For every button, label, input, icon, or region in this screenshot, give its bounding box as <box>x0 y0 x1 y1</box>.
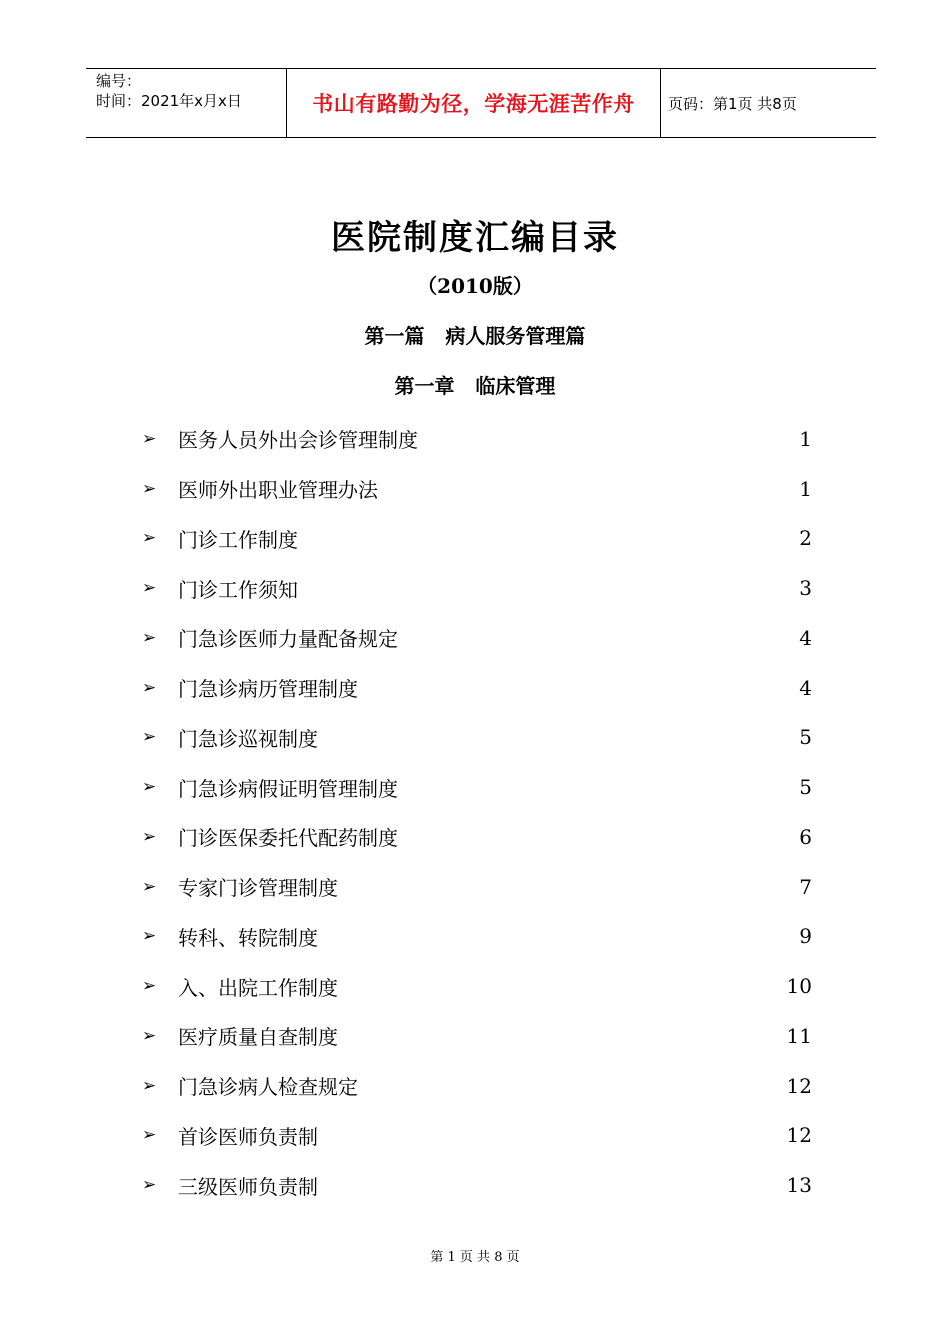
arrow-bullet-icon: ➢ <box>142 777 157 798</box>
toc-entry[interactable] <box>142 514 812 564</box>
toc-entry-page: 5 <box>799 725 812 750</box>
arrow-bullet-icon: ➢ <box>142 478 157 499</box>
toc-entry-page: 2 <box>799 526 812 551</box>
table-of-contents <box>142 414 812 1210</box>
toc-entry-label: 医疗质量自查制度 <box>178 1025 338 1050</box>
toc-entry[interactable] <box>142 762 812 812</box>
toc-entry-label: 首诊医师负责制 <box>178 1124 318 1149</box>
dot-leader <box>320 727 797 747</box>
document-number-label: 编号： <box>96 72 142 90</box>
arrow-bullet-icon: ➢ <box>142 826 157 847</box>
dot-leader <box>360 1076 785 1096</box>
toc-entry[interactable] <box>142 563 812 613</box>
toc-entry-label: 门急诊医师力量配备规定 <box>178 627 398 652</box>
dot-leader <box>400 827 797 847</box>
toc-entry-label: 门急诊病人检查规定 <box>178 1075 358 1100</box>
toc-entry[interactable] <box>142 663 812 713</box>
toc-entry[interactable] <box>142 812 812 862</box>
page-footer: 第 1 页 共 8 页 <box>430 1250 520 1265</box>
document-edition: （2010版） <box>417 274 533 298</box>
dot-leader <box>300 578 797 598</box>
dot-leader <box>380 479 797 499</box>
dot-leader <box>340 976 785 996</box>
toc-entry-page: 5 <box>799 775 812 800</box>
toc-entry-page: 1 <box>799 426 812 451</box>
toc-entry-page: 11 <box>786 1023 812 1048</box>
arrow-bullet-icon: ➢ <box>142 428 157 449</box>
dot-leader <box>360 678 797 698</box>
toc-entry[interactable] <box>142 1111 812 1161</box>
header-page-info: 页码：第1页 共8页 <box>668 94 797 113</box>
toc-entry[interactable] <box>142 414 812 464</box>
toc-entry-page: 3 <box>799 576 812 601</box>
arrow-bullet-icon: ➢ <box>142 578 157 599</box>
arrow-bullet-icon: ➢ <box>142 1075 157 1096</box>
header-motto: 书山有路勤为径，学海无涯苦作舟 <box>312 92 635 116</box>
toc-entry-label: 门诊工作须知 <box>178 577 298 602</box>
arrow-bullet-icon: ➢ <box>142 627 157 648</box>
toc-entry[interactable] <box>142 862 812 912</box>
arrow-bullet-icon: ➢ <box>142 1175 157 1196</box>
arrow-bullet-icon: ➢ <box>142 1025 157 1046</box>
toc-entry-page: 13 <box>786 1173 812 1198</box>
arrow-bullet-icon: ➢ <box>142 1125 157 1146</box>
dot-leader <box>420 429 797 449</box>
toc-entry-label: 转科、转院制度 <box>178 925 318 950</box>
toc-entry[interactable] <box>142 961 812 1011</box>
dot-leader <box>300 528 797 548</box>
toc-entry[interactable] <box>142 613 812 663</box>
toc-entry-label: 三级医师负责制 <box>178 1174 318 1199</box>
arrow-bullet-icon: ➢ <box>142 876 157 897</box>
header-divider <box>660 69 661 137</box>
toc-entry-label: 门急诊病历管理制度 <box>178 677 358 702</box>
toc-entry-page: 4 <box>799 675 812 700</box>
toc-entry-label: 门急诊病假证明管理制度 <box>178 776 398 801</box>
toc-entry[interactable] <box>142 1160 812 1210</box>
part-heading: 第一篇 病人服务管理篇 <box>364 324 586 348</box>
toc-entry[interactable] <box>142 464 812 514</box>
toc-entry[interactable] <box>142 713 812 763</box>
toc-entry[interactable] <box>142 1011 812 1061</box>
dot-leader <box>320 1125 785 1145</box>
dot-leader <box>400 628 797 648</box>
toc-entry-page: 4 <box>799 625 812 650</box>
toc-entry-label: 门急诊巡视制度 <box>178 726 318 751</box>
dot-leader <box>340 1026 785 1046</box>
arrow-bullet-icon: ➢ <box>142 926 157 947</box>
toc-entry-label: 门诊医保委托代配药制度 <box>178 826 398 851</box>
toc-entry-page: 12 <box>786 1073 812 1098</box>
toc-entry[interactable] <box>142 912 812 962</box>
arrow-bullet-icon: ➢ <box>142 727 157 748</box>
header-meta <box>96 71 286 111</box>
arrow-bullet-icon: ➢ <box>142 528 157 549</box>
toc-entry-page: 12 <box>786 1123 812 1148</box>
toc-entry[interactable] <box>142 1061 812 1111</box>
toc-entry-page: 6 <box>799 824 812 849</box>
dot-leader <box>320 1175 785 1195</box>
document-time-label: 时间：2021年x月x日 <box>96 92 242 110</box>
toc-entry-label: 医务人员外出会诊管理制度 <box>178 428 418 453</box>
dot-leader <box>400 777 797 797</box>
toc-entry-page: 9 <box>799 924 812 949</box>
toc-entry-page: 1 <box>799 476 812 501</box>
toc-entry-page: 7 <box>799 874 812 899</box>
toc-entry-label: 医师外出职业管理办法 <box>178 478 378 503</box>
arrow-bullet-icon: ➢ <box>142 677 157 698</box>
page-header <box>86 68 876 138</box>
chapter-heading: 第一章 临床管理 <box>394 374 556 398</box>
toc-entry-label: 入、出院工作制度 <box>178 975 338 1000</box>
dot-leader <box>340 877 797 897</box>
document-title: 医院制度汇编目录 <box>331 218 619 258</box>
toc-entry-page: 10 <box>786 974 812 999</box>
toc-entry-label: 门诊工作制度 <box>178 527 298 552</box>
dot-leader <box>320 926 797 946</box>
arrow-bullet-icon: ➢ <box>142 976 157 997</box>
toc-entry-label: 专家门诊管理制度 <box>178 876 338 901</box>
